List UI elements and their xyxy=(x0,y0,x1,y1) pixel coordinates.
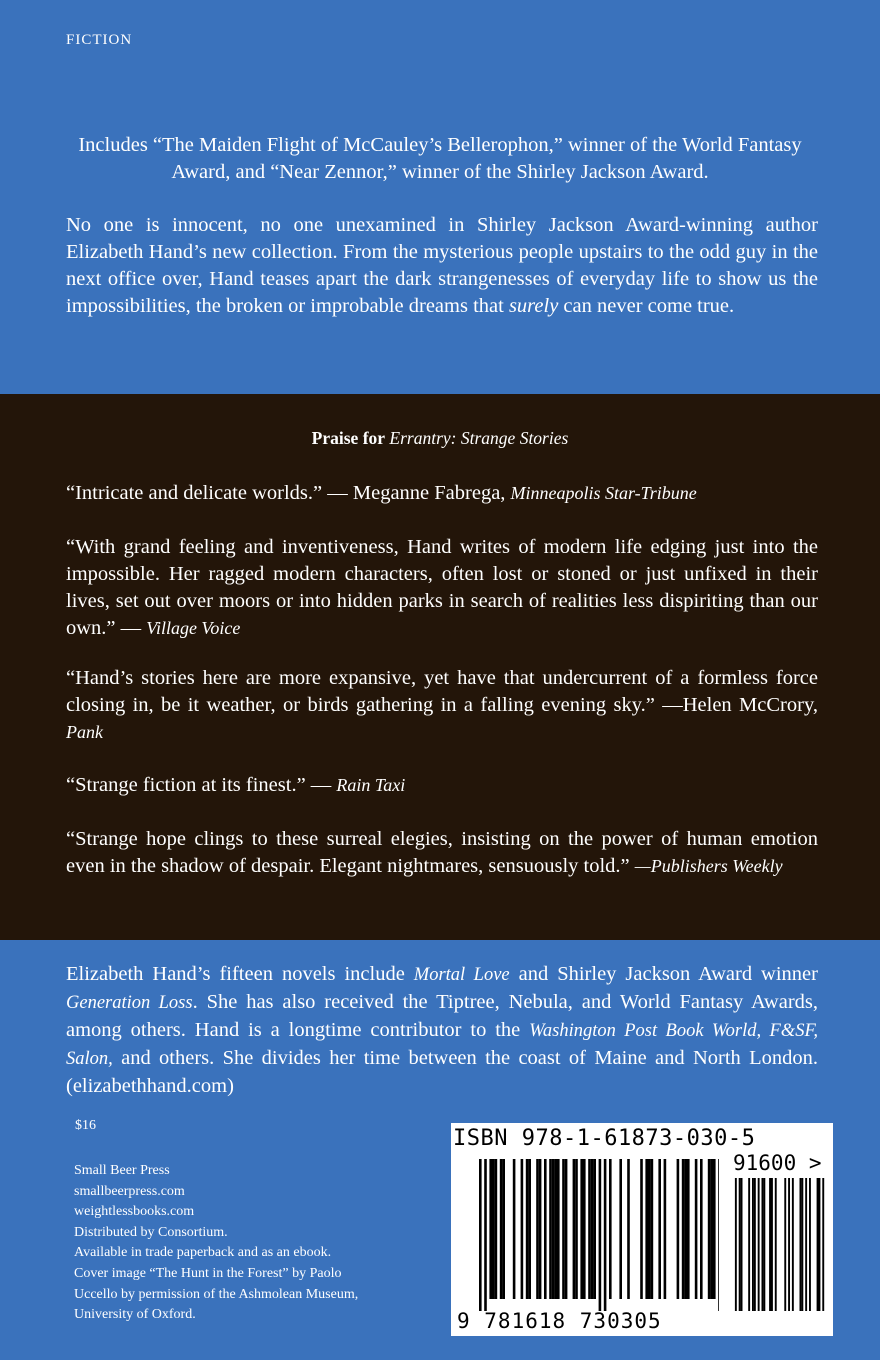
barcode-bar xyxy=(713,1159,716,1299)
barcode-bar xyxy=(591,1159,594,1299)
genre-label: FICTION xyxy=(66,32,133,48)
publisher-line: Distributed by Consortium. xyxy=(74,1224,228,1240)
quote-2: “With grand feeling and inventiveness, Hand writes of modern life edging just into the impossible. Her ragged modern characters, often lost or stoned or just unfixed in their lives, set out over moors or into hidden parks in search of realities less dispiriting than our own.” — Village Voice xyxy=(66,536,818,639)
publisher-line: weightlessbooks.com xyxy=(74,1204,195,1220)
book-description: No one is innocent, no one unexamined in Shirley Jackson Award-winning author Elizabeth Hand’s new collection. From the mysterious people upstairs to the odd guy in the next office over, Hand teases apart the dark strangenesses of everyday life to show us the impossibilities, the broken or improbable dreams that surely can never come true. xyxy=(66,214,818,317)
publisher-line: Small Beer Press xyxy=(74,1163,170,1178)
barcode-bar xyxy=(640,1159,643,1299)
barcode-bar xyxy=(648,1159,651,1299)
addon-bar xyxy=(741,1178,743,1311)
publisher-info xyxy=(74,1161,374,1326)
barcode-bar xyxy=(513,1159,516,1299)
addon-bar xyxy=(792,1178,794,1311)
isbn-number: ISBN 978-1-61873-030-5 xyxy=(453,1126,756,1151)
addon-bar xyxy=(752,1178,754,1311)
quote-source: Pank xyxy=(66,722,103,742)
barcode-bar xyxy=(619,1159,622,1299)
quote-1: “Intricate and delicate worlds.” — Meganne Fabrega, Minneapolis Star-Tribune xyxy=(66,482,697,504)
price: $16 xyxy=(75,1118,96,1133)
barcode-bar xyxy=(549,1159,552,1299)
addon-bar xyxy=(819,1178,821,1311)
addon-bar xyxy=(775,1178,777,1311)
quote-source: —Publishers Weekly xyxy=(634,856,783,876)
barcode-bar xyxy=(539,1159,542,1299)
addon-bar xyxy=(784,1178,786,1311)
barcode-bar xyxy=(664,1159,667,1299)
addon-bar xyxy=(739,1178,741,1311)
addon-bar xyxy=(809,1178,811,1311)
addon-bar xyxy=(762,1178,764,1311)
barcode-bar xyxy=(684,1159,687,1299)
addon-bar xyxy=(788,1178,790,1311)
barcode-bar xyxy=(554,1159,557,1299)
price-addon-digits: 91600 > xyxy=(733,1151,822,1175)
barcode-bar xyxy=(489,1159,492,1299)
addon-bar xyxy=(763,1178,765,1311)
barcode-bar xyxy=(651,1159,654,1299)
barcode-bar xyxy=(484,1159,487,1311)
barcode-bar xyxy=(500,1159,503,1299)
barcode-bar xyxy=(588,1159,591,1299)
barcode-bar xyxy=(604,1159,607,1311)
barcode-bar xyxy=(479,1159,482,1311)
barcode-bar xyxy=(645,1159,648,1299)
barcode-bar xyxy=(526,1159,529,1299)
quote-5: “Strange hope clings to these surreal elegies, insisting on the power of human emotion even in the shadow of despair. Elegant nightmares, sensuously told.” —Publishers Weekly xyxy=(66,828,818,877)
addon-bar xyxy=(801,1178,803,1311)
barcode-bar xyxy=(492,1159,495,1299)
barcode-bar xyxy=(599,1159,602,1311)
barcode-bar xyxy=(544,1159,547,1299)
barcode-bar xyxy=(573,1159,576,1299)
barcode-bar xyxy=(677,1159,680,1299)
awards-blurb: Includes “The Maiden Flight of McCauley’s Bellerophon,” winner of the World Fantasy Award, and “Near Zennor,” winner of the Shirley Jackson Award. xyxy=(78,134,802,183)
barcode-bar xyxy=(521,1159,524,1299)
barcode-bar xyxy=(557,1159,560,1299)
isbn-barcode xyxy=(451,1123,833,1336)
barcode-bar xyxy=(583,1159,586,1299)
barcode-bar xyxy=(710,1159,713,1299)
barcode-bar xyxy=(528,1159,531,1299)
top-blue-panel xyxy=(0,0,880,394)
barcode-bar xyxy=(502,1159,505,1299)
barcode-bar xyxy=(536,1159,539,1299)
barcode-bar xyxy=(682,1159,685,1299)
emphasis-surely: surely xyxy=(508,295,559,317)
addon-barcode-bars xyxy=(733,1178,825,1311)
quote-source: Village Voice xyxy=(146,618,241,638)
barcode-bar xyxy=(565,1159,568,1299)
barcode-bar xyxy=(495,1159,498,1299)
quote-source: Minneapolis Star-Tribune xyxy=(510,483,697,503)
publisher-line: Available in trade paperback and as an ebook. xyxy=(74,1245,332,1261)
addon-bar xyxy=(817,1178,819,1311)
addon-bar xyxy=(754,1178,756,1311)
publisher-line: smallbeerpress.com xyxy=(74,1183,185,1199)
barcode-bar xyxy=(580,1159,583,1299)
barcode-bar xyxy=(562,1159,565,1299)
praise-heading: Praise for Errantry: Strange Stories xyxy=(311,428,569,448)
barcode-bar xyxy=(627,1159,630,1299)
barcode-bar xyxy=(609,1159,612,1299)
addon-bar xyxy=(735,1178,737,1311)
ean-digits: 9 781618 730305 xyxy=(457,1309,662,1333)
barcode-bar xyxy=(708,1159,711,1299)
ean-barcode-bars xyxy=(479,1159,719,1311)
barcode-bar xyxy=(687,1159,690,1299)
barcode-bar xyxy=(575,1159,578,1299)
addon-bar xyxy=(758,1178,760,1311)
publisher-line: Cover image “The Hunt in the Forest” by Paolo Uccello by permission of the Ashmolean Museum, University of Oxford. xyxy=(74,1265,359,1323)
addon-bar xyxy=(748,1178,750,1311)
addon-bar xyxy=(822,1178,824,1311)
barcode-bar xyxy=(658,1159,661,1299)
addon-bar xyxy=(805,1178,807,1311)
barcode-bar xyxy=(718,1159,719,1311)
barcode-bar xyxy=(700,1159,703,1299)
quote-4: “Strange fiction at its finest.” — Rain Taxi xyxy=(66,774,406,796)
addon-bar xyxy=(771,1178,773,1311)
author-bio: Elizabeth Hand’s fifteen novels include Mortal Love and Shirley Jackson Award winner Generation Loss. She has also received the Tiptree, Nebula, and World Fantasy Awards, among others. Hand is a longtime contributor to the Washington Post Book World, F&SF, Salon, and others. She divides her time between the coast of Maine and North London. (elizabethhand.com) xyxy=(66,963,818,1097)
quote-3: “Hand’s stories here are more expansive, yet have that undercurrent of a formless force closing in, be it weather, or birds gathering in a falling evening sky.” —Helen McCrory, Pank xyxy=(66,667,818,742)
barcode-bar xyxy=(695,1159,698,1299)
addon-bar xyxy=(800,1178,802,1311)
quote-source: Rain Taxi xyxy=(336,775,406,795)
barcode-bar xyxy=(593,1159,596,1299)
addon-bar xyxy=(769,1178,771,1311)
barcode-bar xyxy=(552,1159,555,1299)
